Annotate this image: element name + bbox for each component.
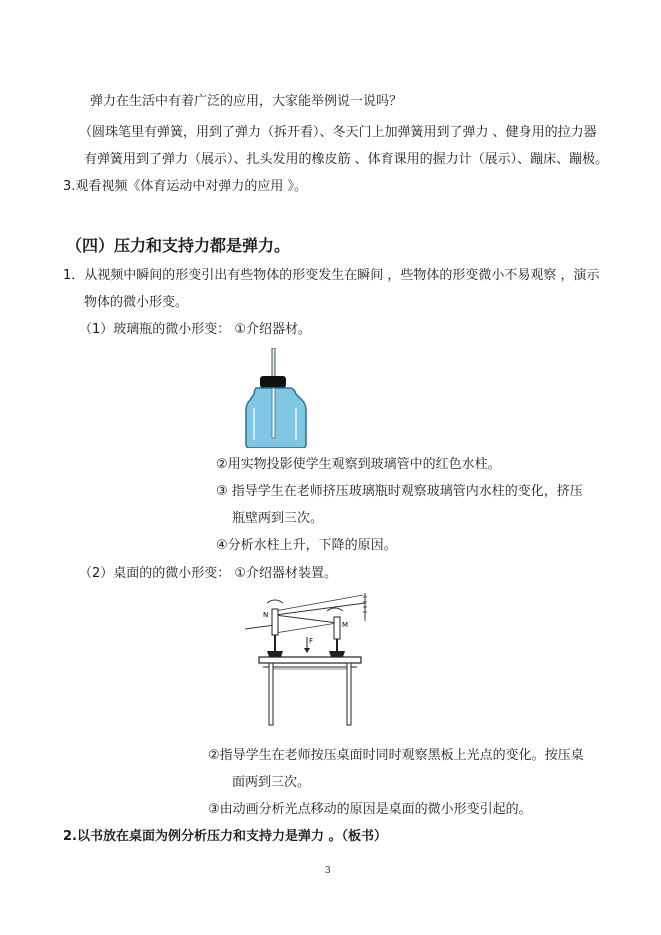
bottle-step4: ④分析水柱上升，下降的原因。 [216, 538, 397, 553]
desk-step2-line2: 面两到三次。 [232, 775, 311, 790]
mirror-m-base [329, 651, 345, 657]
glass-tube [272, 348, 275, 378]
sub2-desk: （2）桌面的的微小形变： ①介绍器材装置。 [79, 566, 338, 581]
rubber-stopper [260, 376, 286, 388]
item1-line2: 物体的微小形变。 [84, 295, 189, 310]
mirror-n-post [274, 635, 276, 651]
inner-tube [272, 388, 275, 438]
table-leg-left [269, 663, 273, 725]
page-number: 3 [325, 866, 331, 876]
ray-lower [275, 623, 337, 633]
item1-line1: 1．从视频中瞬间的形变引出有些物体的形变发生在瞬间 ，些物体的形变微小不易观察 ，演示 [63, 268, 600, 283]
force-arrow-head [304, 648, 310, 653]
bottle-step2: ②用实物投影使学生观察到玻璃管中的红色水柱。 [216, 457, 501, 472]
mirror-n [272, 609, 278, 635]
desk-step3: ③由动画分析光点移动的原因是桌面的微小形变引起的。 [208, 802, 532, 817]
desk-step2-line1: ②指导学生在老师按压桌面时同时观察黑板上光点的变化。按压桌 [208, 748, 584, 763]
item2-book-on-desk: 2.以书放在桌面为例分析压力和支持力是弹力 。（板书） [63, 829, 388, 844]
table-leg-right [347, 663, 351, 725]
mirror-n-base [267, 651, 283, 657]
label-n: N [263, 611, 269, 619]
reflected-ray-2 [275, 595, 363, 611]
rotation-arc-left [267, 600, 283, 603]
mirror-m [334, 617, 340, 639]
section-heading: （四）压力和支持力都是弹力。 [66, 236, 291, 255]
paragraph-examples-line2: 有弹簧用到了弹力（展示）、扎头发用的橡皮筋 、体育课用的握力计（展示）、蹦床、蹦极。 [84, 152, 609, 167]
table-top [259, 657, 361, 663]
desk-mirror-figure [245, 593, 375, 728]
reflected-ray [275, 603, 365, 615]
incident-ray [245, 625, 275, 629]
bottle-step3-line1: ③ 指导学生在老师挤压玻璃瓶时观察玻璃管内水柱的变化，挤压 [216, 484, 583, 499]
ray-n-to-m [275, 615, 337, 623]
paragraph-watch-video: 3.观看视频《体育运动中对弹力的应用 》。 [63, 179, 308, 194]
sub1-bottle: （1）玻璃瓶的微小形变： ①介绍器材。 [79, 322, 312, 337]
paragraph-examples-line1: （圆珠笔里有弹簧，用到了弹力（拆开看）、冬天门上加弹簧用到了弹力 、健身用的拉力器 [79, 125, 597, 140]
glass-bottle-figure [244, 348, 314, 448]
bottle-step3-line2: 瓶壁两到三次。 [232, 511, 324, 526]
rotation-arc-right [327, 608, 343, 611]
label-f: F [309, 637, 314, 645]
label-m: M [342, 621, 349, 629]
paragraph-examples-question: 弹力在生活中有着广泛的应用，大家能举例说一说吗？ [90, 94, 403, 109]
mirror-m-post [336, 639, 338, 651]
